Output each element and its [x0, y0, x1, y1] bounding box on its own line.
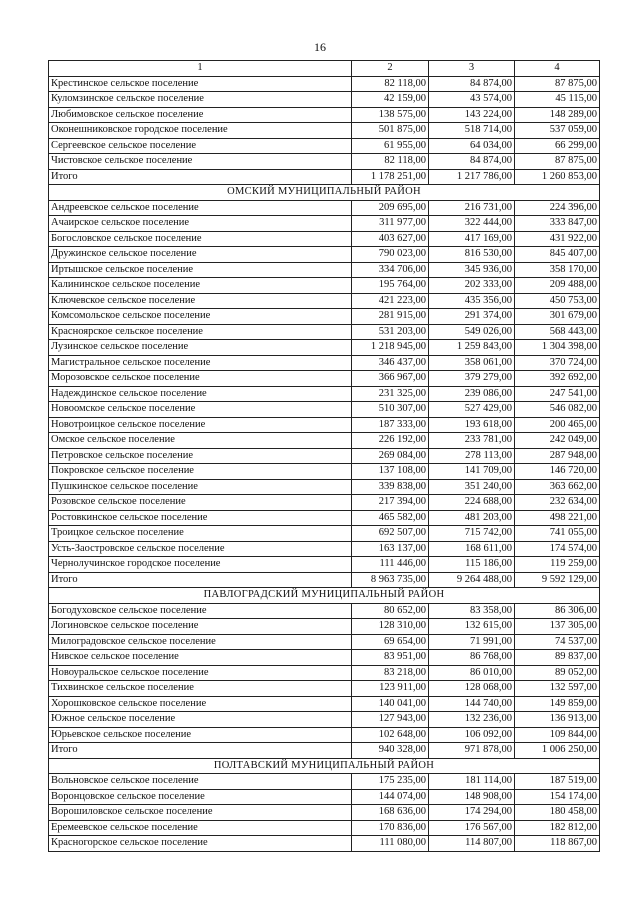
page-number: 16	[314, 40, 326, 54]
value-col3-cell: 816 530,00	[429, 247, 515, 263]
table-row	[49, 154, 600, 170]
settlement-name-cell: Троицкое сельское поселение	[49, 526, 352, 542]
settlement-name-cell: Тихвинское сельское поселение	[49, 681, 352, 697]
settlement-name-cell: Новотроицкое сельское поселение	[49, 417, 352, 433]
value-col4-cell: 149 859,00	[515, 696, 600, 712]
value-col4-cell: 66 299,00	[515, 138, 600, 154]
value-col4-cell: 9 592 129,00	[515, 572, 600, 588]
value-col2-cell: 170 836,00	[352, 820, 429, 836]
value-col4-cell: 118 867,00	[515, 836, 600, 852]
value-col3-cell: 106 092,00	[429, 727, 515, 743]
table-row	[49, 92, 600, 108]
settlement-name-cell: Петровское сельское поселение	[49, 448, 352, 464]
value-col3-cell: 174 294,00	[429, 805, 515, 821]
value-col3-cell: 291 374,00	[429, 309, 515, 325]
settlement-name-cell: Чистовское сельское поселение	[49, 154, 352, 170]
value-col4-cell: 89 052,00	[515, 665, 600, 681]
value-col4-cell: 1 260 853,00	[515, 169, 600, 185]
value-col3-cell: 193 618,00	[429, 417, 515, 433]
table-row	[49, 479, 600, 495]
value-col3-cell: 83 358,00	[429, 603, 515, 619]
value-col3-cell: 86 010,00	[429, 665, 515, 681]
value-col2-cell: 692 507,00	[352, 526, 429, 542]
table-row	[49, 634, 600, 650]
settlement-name-cell: Красногорское сельское поселение	[49, 836, 352, 852]
value-col4-cell: 200 465,00	[515, 417, 600, 433]
settlement-name-cell: Южное сельское поселение	[49, 712, 352, 728]
value-col3-cell: 115 186,00	[429, 557, 515, 573]
settlement-name-cell: Итого	[49, 743, 352, 759]
settlement-name-cell: Лузинское сельское поселение	[49, 340, 352, 356]
value-col2-cell: 42 159,00	[352, 92, 429, 108]
value-col4-cell: 180 458,00	[515, 805, 600, 821]
value-col2-cell: 217 394,00	[352, 495, 429, 511]
value-col4-cell: 74 537,00	[515, 634, 600, 650]
table-row	[49, 309, 600, 325]
settlement-name-cell: Омское сельское поселение	[49, 433, 352, 449]
value-col2-cell: 1 178 251,00	[352, 169, 429, 185]
settlement-name-cell: Комсомольское сельское поселение	[49, 309, 352, 325]
value-col3-cell: 351 240,00	[429, 479, 515, 495]
value-col3-cell: 233 781,00	[429, 433, 515, 449]
value-col3-cell: 417 169,00	[429, 231, 515, 247]
settlement-name-cell: Андреевское сельское поселение	[49, 200, 352, 216]
table-row	[49, 278, 600, 294]
table-row	[49, 355, 600, 371]
value-col3-cell: 84 874,00	[429, 154, 515, 170]
total-row	[49, 169, 600, 185]
value-col2-cell: 144 074,00	[352, 789, 429, 805]
value-col3-cell: 1 259 843,00	[429, 340, 515, 356]
value-col2-cell: 69 654,00	[352, 634, 429, 650]
settlement-name-cell: Дружинское сельское поселение	[49, 247, 352, 263]
table-row	[49, 386, 600, 402]
value-col4-cell: 132 597,00	[515, 681, 600, 697]
table-row	[49, 557, 600, 573]
value-col3-cell: 278 113,00	[429, 448, 515, 464]
value-col2-cell: 83 951,00	[352, 650, 429, 666]
value-col3-cell: 518 714,00	[429, 123, 515, 139]
value-col4-cell: 45 115,00	[515, 92, 600, 108]
budget-table	[48, 60, 600, 852]
settlement-name-cell: Сергеевское сельское поселение	[49, 138, 352, 154]
value-col4-cell: 109 844,00	[515, 727, 600, 743]
settlement-name-cell: Куломзинское сельское поселение	[49, 92, 352, 108]
table-row	[49, 696, 600, 712]
value-col2-cell: 82 118,00	[352, 76, 429, 92]
value-col4-cell: 845 407,00	[515, 247, 600, 263]
settlement-name-cell: Новоуральское сельское поселение	[49, 665, 352, 681]
table-row	[49, 293, 600, 309]
table-row	[49, 247, 600, 263]
value-col4-cell: 431 922,00	[515, 231, 600, 247]
settlement-name-cell: Магистральное сельское поселение	[49, 355, 352, 371]
value-col2-cell: 403 627,00	[352, 231, 429, 247]
table-row	[49, 76, 600, 92]
value-col3-cell: 148 908,00	[429, 789, 515, 805]
table-row	[49, 138, 600, 154]
value-col2-cell: 209 695,00	[352, 200, 429, 216]
table-row	[49, 464, 600, 480]
value-col2-cell: 339 838,00	[352, 479, 429, 495]
table-row	[49, 340, 600, 356]
header-cell: 4	[515, 61, 600, 77]
settlement-name-cell: Воронцовское сельское поселение	[49, 789, 352, 805]
value-col3-cell: 143 224,00	[429, 107, 515, 123]
table-row	[49, 526, 600, 542]
value-col2-cell: 175 235,00	[352, 774, 429, 790]
value-col2-cell: 501 875,00	[352, 123, 429, 139]
value-col2-cell: 82 118,00	[352, 154, 429, 170]
value-col2-cell: 163 137,00	[352, 541, 429, 557]
value-col4-cell: 333 847,00	[515, 216, 600, 232]
table-row	[49, 371, 600, 387]
table-row	[49, 417, 600, 433]
value-col2-cell: 281 915,00	[352, 309, 429, 325]
header-row	[49, 61, 600, 77]
settlement-name-cell: Нивское сельское поселение	[49, 650, 352, 666]
value-col2-cell: 531 203,00	[352, 324, 429, 340]
value-col4-cell: 146 720,00	[515, 464, 600, 480]
value-col2-cell: 128 310,00	[352, 619, 429, 635]
value-col3-cell: 379 279,00	[429, 371, 515, 387]
value-col3-cell: 435 356,00	[429, 293, 515, 309]
table-row	[49, 805, 600, 821]
table-row	[49, 619, 600, 635]
settlement-name-cell: Надеждинское сельское поселение	[49, 386, 352, 402]
value-col4-cell: 187 519,00	[515, 774, 600, 790]
value-col4-cell: 119 259,00	[515, 557, 600, 573]
header-cell: 2	[352, 61, 429, 77]
section-header-row	[49, 588, 600, 604]
value-col2-cell: 83 218,00	[352, 665, 429, 681]
settlement-name-cell: Ключевское сельское поселение	[49, 293, 352, 309]
settlement-name-cell: Крестинское сельское поселение	[49, 76, 352, 92]
table-row	[49, 789, 600, 805]
value-col4-cell: 537 059,00	[515, 123, 600, 139]
table-row	[49, 433, 600, 449]
value-col2-cell: 61 955,00	[352, 138, 429, 154]
section-title: ОМСКИЙ МУНИЦИПАЛЬНЫЙ РАЙОН	[49, 185, 600, 201]
value-col2-cell: 269 084,00	[352, 448, 429, 464]
value-col4-cell: 174 574,00	[515, 541, 600, 557]
settlement-name-cell: Розовское сельское поселение	[49, 495, 352, 511]
value-col4-cell: 568 443,00	[515, 324, 600, 340]
value-col3-cell: 176 567,00	[429, 820, 515, 836]
value-col2-cell: 138 575,00	[352, 107, 429, 123]
value-col4-cell: 137 305,00	[515, 619, 600, 635]
value-col3-cell: 168 611,00	[429, 541, 515, 557]
value-col2-cell: 102 648,00	[352, 727, 429, 743]
table-row	[49, 216, 600, 232]
value-col2-cell: 137 108,00	[352, 464, 429, 480]
value-col4-cell: 87 875,00	[515, 76, 600, 92]
settlement-name-cell: Логиновское сельское поселение	[49, 619, 352, 635]
value-col4-cell: 209 488,00	[515, 278, 600, 294]
settlement-name-cell: Милоградовское сельское поселение	[49, 634, 352, 650]
value-col2-cell: 195 764,00	[352, 278, 429, 294]
settlement-name-cell: Калининское сельское поселение	[49, 278, 352, 294]
value-col2-cell: 140 041,00	[352, 696, 429, 712]
table-row	[49, 107, 600, 123]
value-col3-cell: 527 429,00	[429, 402, 515, 418]
value-col3-cell: 132 615,00	[429, 619, 515, 635]
value-col2-cell: 311 977,00	[352, 216, 429, 232]
value-col3-cell: 86 768,00	[429, 650, 515, 666]
value-col3-cell: 84 874,00	[429, 76, 515, 92]
value-col2-cell: 231 325,00	[352, 386, 429, 402]
value-col4-cell: 182 812,00	[515, 820, 600, 836]
table-row	[49, 510, 600, 526]
table-row	[49, 123, 600, 139]
header-cell: 3	[429, 61, 515, 77]
settlement-name-cell: Еремеевское сельское поселение	[49, 820, 352, 836]
value-col3-cell: 181 114,00	[429, 774, 515, 790]
value-col3-cell: 715 742,00	[429, 526, 515, 542]
value-col4-cell: 154 174,00	[515, 789, 600, 805]
value-col4-cell: 1 304 398,00	[515, 340, 600, 356]
value-col4-cell: 363 662,00	[515, 479, 600, 495]
settlement-name-cell: Богодуховское сельское поселение	[49, 603, 352, 619]
value-col3-cell: 132 236,00	[429, 712, 515, 728]
value-col2-cell: 8 963 735,00	[352, 572, 429, 588]
table-row	[49, 262, 600, 278]
table-row	[49, 200, 600, 216]
settlement-name-cell: Морозовское сельское поселение	[49, 371, 352, 387]
section-header-row	[49, 185, 600, 201]
value-col2-cell: 80 652,00	[352, 603, 429, 619]
total-row	[49, 743, 600, 759]
value-col4-cell: 232 634,00	[515, 495, 600, 511]
settlement-name-cell: Ростовкинское сельское поселение	[49, 510, 352, 526]
table-row	[49, 836, 600, 852]
value-col4-cell: 450 753,00	[515, 293, 600, 309]
settlement-name-cell: Ачаирское сельское поселение	[49, 216, 352, 232]
value-col3-cell: 971 878,00	[429, 743, 515, 759]
settlement-name-cell: Итого	[49, 572, 352, 588]
value-col3-cell: 9 264 488,00	[429, 572, 515, 588]
value-col2-cell: 111 446,00	[352, 557, 429, 573]
value-col3-cell: 549 026,00	[429, 324, 515, 340]
settlement-name-cell: Оконешниковское городское поселение	[49, 123, 352, 139]
value-col4-cell: 301 679,00	[515, 309, 600, 325]
section-title: ПАВЛОГРАДСКИЙ МУНИЦИПАЛЬНЫЙ РАЙОН	[49, 588, 600, 604]
settlement-name-cell: Ворошиловское сельское поселение	[49, 805, 352, 821]
value-col3-cell: 141 709,00	[429, 464, 515, 480]
value-col3-cell: 224 688,00	[429, 495, 515, 511]
value-col2-cell: 168 636,00	[352, 805, 429, 821]
value-col2-cell: 334 706,00	[352, 262, 429, 278]
table-body	[49, 61, 600, 852]
value-col3-cell: 322 444,00	[429, 216, 515, 232]
value-col3-cell: 128 068,00	[429, 681, 515, 697]
value-col3-cell: 64 034,00	[429, 138, 515, 154]
table-row	[49, 665, 600, 681]
settlement-name-cell: Красноярское сельское поселение	[49, 324, 352, 340]
value-col3-cell: 239 086,00	[429, 386, 515, 402]
value-col4-cell: 1 006 250,00	[515, 743, 600, 759]
value-col4-cell: 148 289,00	[515, 107, 600, 123]
table-row	[49, 541, 600, 557]
value-col4-cell: 370 724,00	[515, 355, 600, 371]
value-col4-cell: 136 913,00	[515, 712, 600, 728]
value-col2-cell: 366 967,00	[352, 371, 429, 387]
value-col4-cell: 741 055,00	[515, 526, 600, 542]
value-col2-cell: 510 307,00	[352, 402, 429, 418]
value-col4-cell: 87 875,00	[515, 154, 600, 170]
settlement-name-cell: Новоомское сельское поселение	[49, 402, 352, 418]
settlement-name-cell: Вольновское сельское поселение	[49, 774, 352, 790]
value-col3-cell: 43 574,00	[429, 92, 515, 108]
value-col2-cell: 187 333,00	[352, 417, 429, 433]
settlement-name-cell: Пушкинское сельское поселение	[49, 479, 352, 495]
value-col3-cell: 1 217 786,00	[429, 169, 515, 185]
value-col2-cell: 226 192,00	[352, 433, 429, 449]
table-row	[49, 448, 600, 464]
table-row	[49, 324, 600, 340]
header-cell: 1	[49, 61, 352, 77]
value-col2-cell: 111 080,00	[352, 836, 429, 852]
value-col3-cell: 216 731,00	[429, 200, 515, 216]
table-row	[49, 650, 600, 666]
value-col4-cell: 498 221,00	[515, 510, 600, 526]
settlement-name-cell: Богословское сельское поселение	[49, 231, 352, 247]
value-col2-cell: 123 911,00	[352, 681, 429, 697]
settlement-name-cell: Хорошковское сельское поселение	[49, 696, 352, 712]
settlement-name-cell: Чернолучинское городское поселение	[49, 557, 352, 573]
value-col3-cell: 481 203,00	[429, 510, 515, 526]
value-col4-cell: 287 948,00	[515, 448, 600, 464]
table-row	[49, 681, 600, 697]
value-col3-cell: 345 936,00	[429, 262, 515, 278]
table-row	[49, 402, 600, 418]
value-col4-cell: 358 170,00	[515, 262, 600, 278]
value-col2-cell: 790 023,00	[352, 247, 429, 263]
table-row	[49, 727, 600, 743]
settlement-name-cell: Любимовское сельское поселение	[49, 107, 352, 123]
value-col4-cell: 546 082,00	[515, 402, 600, 418]
table-row	[49, 603, 600, 619]
value-col4-cell: 224 396,00	[515, 200, 600, 216]
value-col3-cell: 358 061,00	[429, 355, 515, 371]
value-col2-cell: 346 437,00	[352, 355, 429, 371]
section-header-row	[49, 758, 600, 774]
table-row	[49, 712, 600, 728]
value-col2-cell: 421 223,00	[352, 293, 429, 309]
table-row	[49, 820, 600, 836]
table-row	[49, 774, 600, 790]
settlement-name-cell: Усть-Заостровское сельское поселение	[49, 541, 352, 557]
settlement-name-cell: Покровское сельское поселение	[49, 464, 352, 480]
settlement-name-cell: Итого	[49, 169, 352, 185]
value-col4-cell: 89 837,00	[515, 650, 600, 666]
value-col4-cell: 392 692,00	[515, 371, 600, 387]
value-col4-cell: 247 541,00	[515, 386, 600, 402]
settlement-name-cell: Юрьевское сельское поселение	[49, 727, 352, 743]
value-col2-cell: 465 582,00	[352, 510, 429, 526]
table-row	[49, 495, 600, 511]
value-col2-cell: 127 943,00	[352, 712, 429, 728]
value-col3-cell: 114 807,00	[429, 836, 515, 852]
section-title: ПОЛТАВСКИЙ МУНИЦИПАЛЬНЫЙ РАЙОН	[49, 758, 600, 774]
value-col3-cell: 144 740,00	[429, 696, 515, 712]
total-row	[49, 572, 600, 588]
value-col4-cell: 242 049,00	[515, 433, 600, 449]
value-col2-cell: 940 328,00	[352, 743, 429, 759]
value-col3-cell: 202 333,00	[429, 278, 515, 294]
value-col2-cell: 1 218 945,00	[352, 340, 429, 356]
value-col3-cell: 71 991,00	[429, 634, 515, 650]
table-row	[49, 231, 600, 247]
value-col4-cell: 86 306,00	[515, 603, 600, 619]
settlement-name-cell: Иртышское сельское поселение	[49, 262, 352, 278]
